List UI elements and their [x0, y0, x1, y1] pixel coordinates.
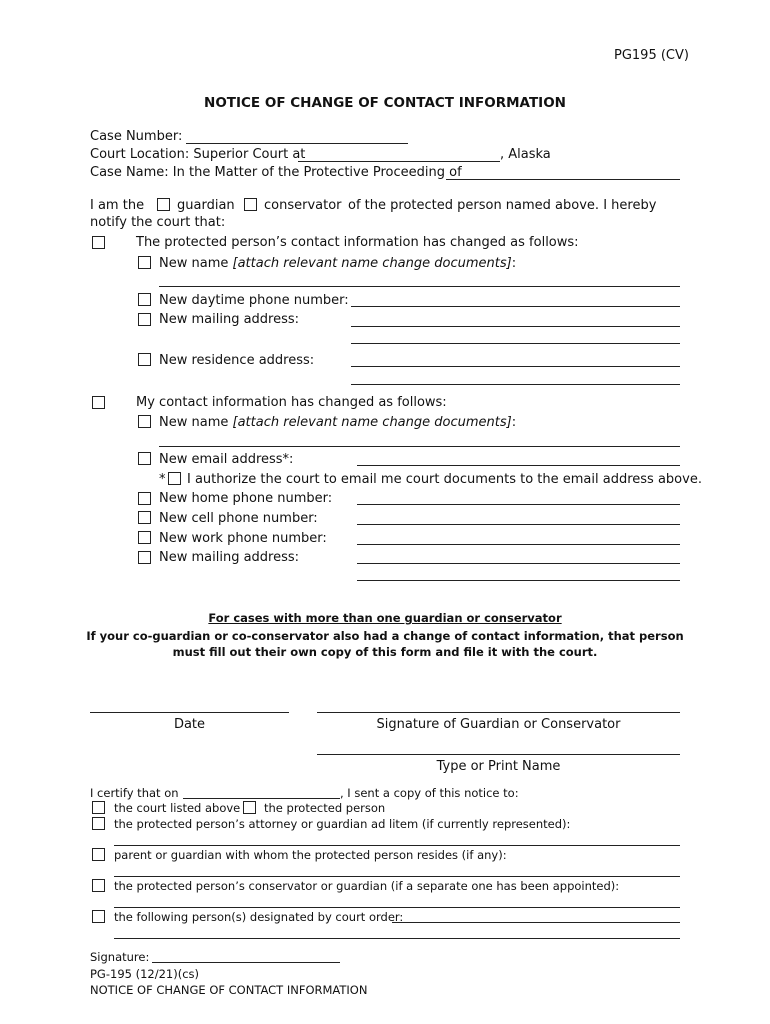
certificate-signature-field[interactable] — [152, 962, 340, 963]
serve-parent-checkbox[interactable] — [92, 848, 105, 861]
signature-field[interactable] — [317, 712, 680, 713]
footer-title: NOTICE OF CHANGE OF CONTACT INFORMATION — [90, 983, 368, 997]
my-mailing-checkbox[interactable] — [138, 551, 151, 564]
protected-new-name-field[interactable] — [159, 286, 680, 287]
serve-designated-field-2[interactable] — [114, 938, 680, 939]
serve-court-label: the court listed above — [114, 801, 241, 815]
serve-parent-label: parent or guardian with whom the protected person resides (if any): — [114, 848, 507, 862]
serve-conservator-checkbox[interactable] — [92, 879, 105, 892]
my-cell-phone-field[interactable] — [357, 524, 680, 525]
protected-residence-field-2[interactable] — [351, 384, 680, 385]
intro-rest: of the protected person named above. I hereby — [348, 198, 657, 213]
case-number-field[interactable] — [186, 143, 408, 144]
my-work-phone-checkbox[interactable] — [138, 531, 151, 544]
protected-new-name-note: [attach relevant name change documents] — [232, 256, 512, 271]
serve-designated-field-1[interactable] — [392, 922, 680, 923]
page-title: NOTICE OF CHANGE OF CONTACT INFORMATION — [204, 95, 566, 111]
authorize-asterisk: * — [159, 472, 166, 487]
protected-mailing-field-1[interactable] — [351, 326, 680, 327]
my-cell-phone-checkbox[interactable] — [138, 511, 151, 524]
protected-heading: The protected person’s contact information has changed as follows: — [136, 235, 579, 250]
authorize-email-label: I authorize the court to email me court documents to the email address above. — [187, 472, 702, 487]
serve-protected-person-checkbox[interactable] — [243, 801, 256, 814]
protected-mailing-checkbox[interactable] — [138, 313, 151, 326]
serve-attorney-label: the protected person’s attorney or guardian ad litem (if currently represented): — [114, 817, 571, 831]
protected-mailing-label: New mailing address: — [159, 312, 300, 327]
protected-daytime-phone-field[interactable] — [351, 306, 680, 307]
my-email-field[interactable] — [357, 465, 680, 466]
protected-residence-label: New residence address: — [159, 353, 315, 368]
serve-court-checkbox[interactable] — [92, 801, 105, 814]
serve-designated-checkbox[interactable] — [92, 910, 105, 923]
serve-designated-label: the following person(s) designated by court order: — [114, 910, 404, 924]
protected-residence-checkbox[interactable] — [138, 353, 151, 366]
certify-date-field[interactable] — [183, 798, 340, 799]
my-email-checkbox[interactable] — [138, 452, 151, 465]
my-email-label: New email address*: — [159, 452, 294, 467]
date-label: Date — [173, 717, 206, 732]
intro-i-am-the: I am the — [90, 198, 145, 213]
case-name-field[interactable] — [446, 179, 680, 180]
print-name-field[interactable] — [317, 754, 680, 755]
my-change-checkbox[interactable] — [92, 396, 105, 409]
serve-protected-person-label: the protected person — [264, 801, 386, 815]
certify-suffix: , I sent a copy of this notice to: — [340, 786, 519, 800]
multi-notice-line2: must fill out their own copy of this form and file it with the court. — [172, 645, 598, 659]
protected-change-checkbox[interactable] — [92, 236, 105, 249]
my-new-name-note: [attach relevant name change documents] — [232, 415, 512, 430]
authorize-email-checkbox[interactable] — [168, 472, 181, 485]
my-new-name-line — [159, 415, 516, 431]
guardian-checkbox[interactable] — [157, 198, 170, 211]
protected-new-name-line — [159, 256, 516, 272]
my-cell-phone-label: New cell phone number: — [159, 511, 318, 526]
my-mailing-field-1[interactable] — [357, 563, 680, 564]
my-work-phone-field[interactable] — [357, 544, 680, 545]
case-number-label: Case Number: — [90, 129, 183, 144]
serve-attorney-field[interactable] — [114, 845, 680, 846]
serve-attorney-checkbox[interactable] — [92, 817, 105, 830]
protected-residence-field-1[interactable] — [351, 366, 680, 367]
signature-label: Signature of Guardian or Conservator — [376, 717, 621, 732]
my-work-phone-label: New work phone number: — [159, 531, 327, 546]
multi-notice-line1: If your co-guardian or co-conservator also had a change of contact information, that person — [86, 629, 684, 643]
court-location-suffix: , Alaska — [500, 147, 551, 162]
serve-conservator-field[interactable] — [114, 907, 680, 908]
protected-daytime-phone-label: New daytime phone number: — [159, 293, 349, 308]
print-name-label: Type or Print Name — [436, 759, 561, 774]
my-mailing-field-2[interactable] — [357, 580, 680, 581]
certificate-signature-label: Signature: — [90, 950, 150, 964]
case-name-label: Case Name: In the Matter of the Protective Proceeding of — [90, 165, 462, 180]
protected-new-name-checkbox[interactable] — [138, 256, 151, 269]
court-location-label: Court Location: Superior Court at — [90, 147, 306, 162]
protected-mailing-field-2[interactable] — [351, 343, 680, 344]
my-home-phone-label: New home phone number: — [159, 491, 333, 506]
my-new-name-field[interactable] — [159, 446, 680, 447]
my-heading: My contact information has changed as follows: — [136, 395, 447, 410]
certify-prefix: I certify that on — [90, 786, 179, 800]
multi-notice-heading: For cases with more than one guardian or conservator — [208, 611, 562, 625]
my-home-phone-field[interactable] — [357, 504, 680, 505]
my-mailing-label: New mailing address: — [159, 550, 300, 565]
guardian-label: guardian — [177, 198, 235, 213]
protected-new-name-colon: : — [511, 256, 517, 271]
protected-daytime-phone-checkbox[interactable] — [138, 293, 151, 306]
footer-form-code: PG-195 (12/21)(cs) — [90, 967, 200, 981]
my-home-phone-checkbox[interactable] — [138, 492, 151, 505]
protected-new-name-label: New name — [159, 256, 229, 271]
intro-line2: notify the court that: — [90, 215, 226, 230]
date-field[interactable] — [90, 712, 289, 713]
serve-conservator-label: the protected person’s conservator or guardian (if a separate one has been appointed): — [114, 879, 620, 893]
serve-parent-field[interactable] — [114, 876, 680, 877]
my-new-name-label: New name — [159, 415, 229, 430]
my-new-name-checkbox[interactable] — [138, 415, 151, 428]
form-code: PG195 (CV) — [614, 48, 689, 63]
court-location-field[interactable] — [298, 161, 500, 162]
my-new-name-colon: : — [511, 415, 517, 430]
conservator-label: conservator — [264, 198, 342, 213]
conservator-checkbox[interactable] — [244, 198, 257, 211]
